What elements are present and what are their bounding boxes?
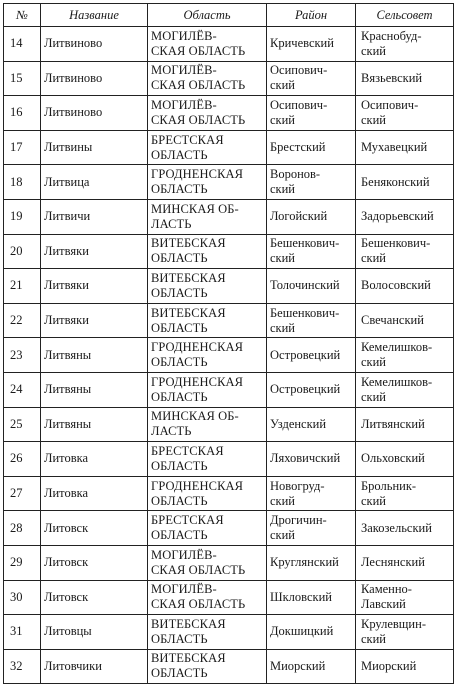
table-row — [4, 615, 454, 650]
cell-line: ВИТЕБСКАЯ — [151, 270, 226, 285]
cell-selsovet — [356, 96, 454, 131]
cell-number: 20 — [4, 234, 41, 269]
cell-name: Литвиново — [41, 61, 148, 96]
cell-oblast — [148, 511, 267, 546]
cell-rayon — [267, 130, 356, 165]
cell-line: ГРОДНЕНСКАЯ — [151, 374, 244, 389]
cell-name: Литвяки — [41, 303, 148, 338]
cell-line: ский — [270, 112, 295, 127]
cell-line: Шкловский — [270, 589, 332, 604]
cell-line: ОБЛАСТЬ — [151, 285, 208, 300]
cell-line: Брестский — [270, 140, 326, 155]
cell-line: Краснобуд- — [361, 28, 422, 43]
cell-line: Задорьевский — [361, 209, 434, 224]
cell-line: ский — [361, 43, 386, 58]
cell-oblast — [148, 338, 267, 373]
cell-line: СКАЯ ОБЛАСТЬ — [151, 78, 246, 93]
cell-selsovet — [356, 269, 454, 304]
cell-line: ГРОДНЕНСКАЯ — [151, 340, 244, 355]
table-row — [4, 61, 454, 96]
cell-line: Волосовский — [361, 278, 431, 293]
table-row — [4, 130, 454, 165]
cell-rayon — [267, 442, 356, 477]
cell-line: Вязьевский — [361, 70, 423, 85]
cell-rayon — [267, 615, 356, 650]
cell-rayon — [267, 303, 356, 338]
cell-selsovet — [356, 234, 454, 269]
cell-line: Круглянский — [270, 555, 339, 570]
cell-selsovet — [356, 61, 454, 96]
cell-line: БРЕСТСКАЯ — [151, 132, 224, 147]
cell-line: ОБЛАСТЬ — [151, 147, 208, 162]
document-page — [3, 3, 453, 684]
cell-oblast — [148, 130, 267, 165]
table-row — [4, 303, 454, 338]
cell-selsovet — [356, 649, 454, 684]
cell-number: 30 — [4, 580, 41, 615]
cell-line: ГРОДНЕНСКАЯ — [151, 167, 244, 182]
cell-oblast — [148, 199, 267, 234]
cell-line: Миорский — [361, 658, 417, 673]
table-row — [4, 442, 454, 477]
table-row — [4, 27, 454, 62]
cell-selsovet — [356, 199, 454, 234]
cell-number: 31 — [4, 615, 41, 650]
cell-number: 16 — [4, 96, 41, 131]
cell-line: Бешенкович- — [270, 236, 340, 251]
cell-selsovet — [356, 476, 454, 511]
table-header — [4, 4, 454, 27]
table-row — [4, 372, 454, 407]
cell-oblast — [148, 476, 267, 511]
cell-line: ЛАСТЬ — [151, 424, 192, 439]
cell-oblast — [148, 61, 267, 96]
cell-rayon — [267, 27, 356, 62]
cell-line: МОГИЛЁВ- — [151, 547, 217, 562]
cell-name: Литовск — [41, 545, 148, 580]
cell-line: Мухавецкий — [361, 140, 428, 155]
cell-rayon — [267, 61, 356, 96]
cell-line: ВИТЕБСКАЯ — [151, 305, 226, 320]
cell-number: 28 — [4, 511, 41, 546]
cell-oblast — [148, 615, 267, 650]
cell-line: ский — [361, 355, 386, 370]
cell-oblast — [148, 580, 267, 615]
cell-oblast — [148, 649, 267, 684]
cell-line: Толочинский — [270, 278, 340, 293]
cell-line: МИНСКАЯ ОБ- — [151, 409, 239, 424]
cell-line: ОБЛАСТЬ — [151, 389, 208, 404]
table-row — [4, 96, 454, 131]
cell-line: Новогруд- — [270, 478, 325, 493]
cell-line: Островецкий — [270, 382, 341, 397]
cell-line: ВИТЕБСКАЯ — [151, 651, 226, 666]
cell-line: Крулевщин- — [361, 616, 426, 631]
cell-line: ский — [361, 389, 386, 404]
cell-line: ский — [361, 251, 386, 266]
table-row — [4, 338, 454, 373]
cell-oblast — [148, 442, 267, 477]
cell-rayon — [267, 476, 356, 511]
cell-line: Ляховичский — [270, 451, 341, 466]
cell-line: Островецкий — [270, 347, 341, 362]
cell-line: Осипович- — [270, 97, 328, 112]
cell-number: 17 — [4, 130, 41, 165]
cell-number: 14 — [4, 27, 41, 62]
table-row — [4, 511, 454, 546]
cell-rayon — [267, 199, 356, 234]
cell-line: ГРОДНЕНСКАЯ — [151, 478, 244, 493]
table-row — [4, 269, 454, 304]
header-rayon: Район — [267, 4, 356, 27]
table-row — [4, 234, 454, 269]
cell-line: ОБЛАСТЬ — [151, 528, 208, 543]
cell-name: Литвины — [41, 130, 148, 165]
cell-oblast — [148, 372, 267, 407]
cell-name: Литвяны — [41, 372, 148, 407]
cell-number: 18 — [4, 165, 41, 200]
cell-rayon — [267, 338, 356, 373]
cell-line: ский — [270, 493, 295, 508]
cell-line: ОБЛАСТЬ — [151, 320, 208, 335]
cell-line: Свечанский — [361, 313, 424, 328]
cell-line: СКАЯ ОБЛАСТЬ — [151, 112, 246, 127]
cell-selsovet — [356, 130, 454, 165]
cell-rayon — [267, 372, 356, 407]
cell-name: Литовка — [41, 476, 148, 511]
cell-line: Кемелишков- — [361, 340, 433, 355]
cell-line: ОБЛАСТЬ — [151, 666, 208, 681]
cell-rayon — [267, 580, 356, 615]
cell-name: Литовка — [41, 442, 148, 477]
cell-line: Лавский — [361, 597, 406, 612]
cell-line: МИНСКАЯ ОБ- — [151, 201, 239, 216]
cell-oblast — [148, 545, 267, 580]
cell-line: Кричевский — [270, 36, 334, 51]
cell-name: Литвица — [41, 165, 148, 200]
cell-name: Литвяны — [41, 407, 148, 442]
cell-name: Литовск — [41, 580, 148, 615]
table-row — [4, 165, 454, 200]
cell-oblast — [148, 234, 267, 269]
cell-line: Закозельский — [361, 520, 432, 535]
cell-name: Литовск — [41, 511, 148, 546]
cell-line: ский — [270, 251, 295, 266]
cell-selsovet — [356, 338, 454, 373]
cell-rayon — [267, 234, 356, 269]
cell-line: СКАЯ ОБЛАСТЬ — [151, 597, 246, 612]
cell-selsovet — [356, 165, 454, 200]
cell-rayon — [267, 269, 356, 304]
cell-line: Докшицкий — [270, 624, 334, 639]
table-row — [4, 407, 454, 442]
cell-line: ОБЛАСТЬ — [151, 251, 208, 266]
cell-number: 32 — [4, 649, 41, 684]
cell-line: ский — [270, 182, 295, 197]
cell-rayon — [267, 511, 356, 546]
cell-rayon — [267, 649, 356, 684]
cell-name: Литвяны — [41, 338, 148, 373]
cell-line: СКАЯ ОБЛАСТЬ — [151, 562, 246, 577]
cell-name: Литвяки — [41, 269, 148, 304]
cell-line: ОБЛАСТЬ — [151, 355, 208, 370]
cell-line: Ольховский — [361, 451, 425, 466]
cell-selsovet — [356, 442, 454, 477]
cell-line: ОБЛАСТЬ — [151, 182, 208, 197]
cell-line: Леснянский — [361, 555, 425, 570]
cell-line: Миорский — [270, 658, 326, 673]
cell-line: ВИТЕБСКАЯ — [151, 236, 226, 251]
cell-line: СКАЯ ОБЛАСТЬ — [151, 43, 246, 58]
cell-oblast — [148, 165, 267, 200]
cell-selsovet — [356, 615, 454, 650]
cell-name: Литовцы — [41, 615, 148, 650]
cell-line: Литвянский — [361, 416, 425, 431]
cell-rayon — [267, 96, 356, 131]
table-row — [4, 545, 454, 580]
cell-number: 24 — [4, 372, 41, 407]
cell-line: БРЕСТСКАЯ — [151, 513, 224, 528]
cell-number: 21 — [4, 269, 41, 304]
cell-line: Дрогичин- — [270, 513, 327, 528]
cell-number: 29 — [4, 545, 41, 580]
cell-selsovet — [356, 27, 454, 62]
cell-selsovet — [356, 545, 454, 580]
cell-name: Литвиново — [41, 27, 148, 62]
cell-name: Литвиново — [41, 96, 148, 131]
cell-line: Беняконский — [361, 174, 430, 189]
table-row — [4, 476, 454, 511]
cell-selsovet — [356, 407, 454, 442]
cell-oblast — [148, 407, 267, 442]
header-name: Название — [41, 4, 148, 27]
cell-line: ский — [361, 493, 386, 508]
cell-number: 27 — [4, 476, 41, 511]
cell-name: Литвяки — [41, 234, 148, 269]
header-oblast: Область — [148, 4, 267, 27]
cell-number: 25 — [4, 407, 41, 442]
cell-line: Логойский — [270, 209, 328, 224]
cell-number: 22 — [4, 303, 41, 338]
cell-line: БРЕСТСКАЯ — [151, 443, 224, 458]
cell-selsovet — [356, 303, 454, 338]
cell-selsovet — [356, 511, 454, 546]
cell-line: ОБЛАСТЬ — [151, 458, 208, 473]
cell-line: Бешенкович- — [361, 236, 431, 251]
cell-number: 23 — [4, 338, 41, 373]
cell-line: ский — [270, 78, 295, 93]
cell-line: Брольник- — [361, 478, 417, 493]
cell-rayon — [267, 165, 356, 200]
cell-line: МОГИЛЁВ- — [151, 63, 217, 78]
cell-oblast — [148, 96, 267, 131]
cell-number: 26 — [4, 442, 41, 477]
cell-line: ЛАСТЬ — [151, 216, 192, 231]
cell-rayon — [267, 545, 356, 580]
cell-oblast — [148, 27, 267, 62]
cell-line: Воронов- — [270, 167, 321, 182]
cell-number: 15 — [4, 61, 41, 96]
cell-line: ский — [270, 320, 295, 335]
cell-oblast — [148, 269, 267, 304]
cell-line: ОБЛАСТЬ — [151, 631, 208, 646]
cell-selsovet — [356, 580, 454, 615]
settlements-table — [3, 3, 454, 684]
cell-oblast — [148, 303, 267, 338]
header-selsovet: Сельсовет — [356, 4, 454, 27]
table-body — [4, 27, 454, 684]
cell-selsovet — [356, 372, 454, 407]
cell-line: Осипович- — [270, 63, 328, 78]
table-row — [4, 199, 454, 234]
cell-line: ский — [270, 528, 295, 543]
cell-name: Литвичи — [41, 199, 148, 234]
cell-line: ский — [361, 112, 386, 127]
cell-line: Осипович- — [361, 97, 419, 112]
cell-line: ВИТЕБСКАЯ — [151, 616, 226, 631]
cell-rayon — [267, 407, 356, 442]
header-row — [4, 4, 454, 27]
cell-line: МОГИЛЁВ- — [151, 28, 217, 43]
cell-line: Кемелишков- — [361, 374, 433, 389]
header-number: № — [4, 4, 41, 27]
cell-line: МОГИЛЁВ- — [151, 97, 217, 112]
cell-line: Каменно- — [361, 582, 412, 597]
cell-line: Узденский — [270, 416, 327, 431]
cell-name: Литовчики — [41, 649, 148, 684]
table-row — [4, 649, 454, 684]
cell-line: ский — [361, 631, 386, 646]
cell-line: ОБЛАСТЬ — [151, 493, 208, 508]
cell-line: Бешенкович- — [270, 305, 340, 320]
cell-line: МОГИЛЁВ- — [151, 582, 217, 597]
cell-number: 19 — [4, 199, 41, 234]
table-row — [4, 580, 454, 615]
